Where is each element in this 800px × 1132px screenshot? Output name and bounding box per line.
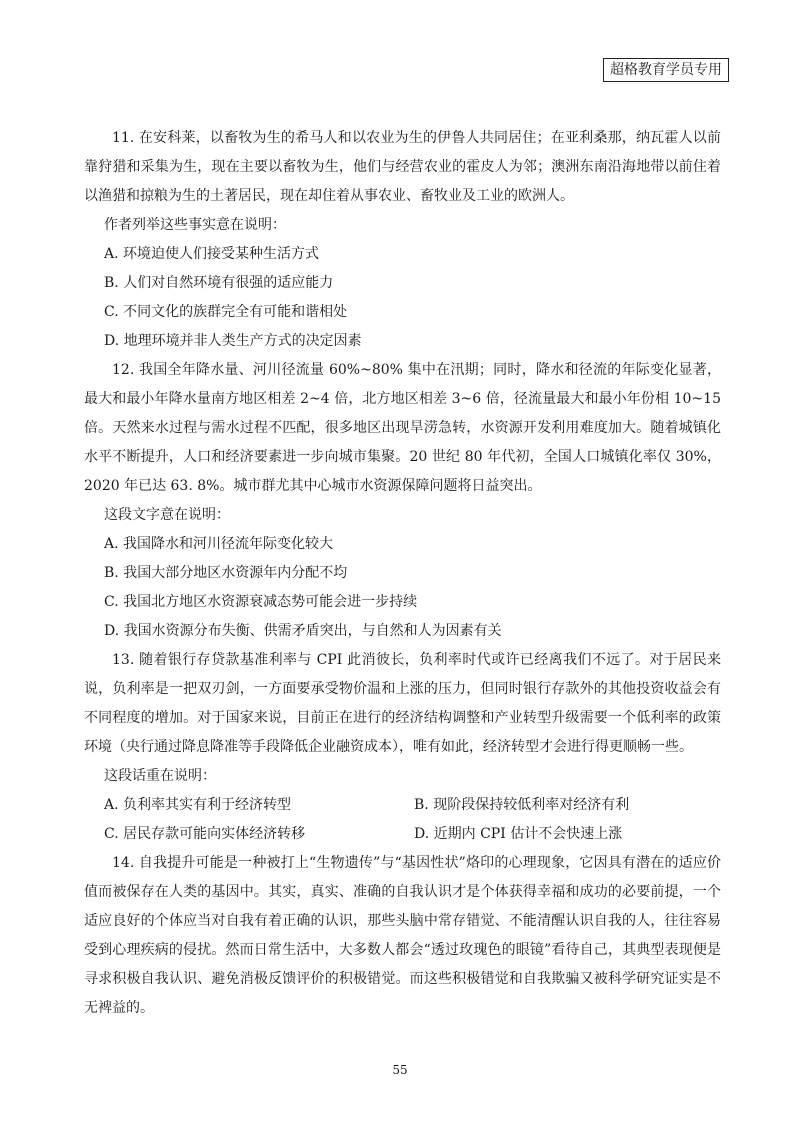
question-13-prompt: 这段话重在说明： — [104, 768, 216, 784]
question-13-stem: 13. 随着银行存贷款基准利率与 CPI 此消彼长，负利率时代或许已经离我们不远了。对于居民来说，负利率是一把双刃剑，一方面要承受物价温和上涨的压力，但同时银行存款外的其他投资收益会有不同程度的增加。对于国家来说，目前正在进行的经济结构调整和产业转型升级需要一个低利率的政策环境（央行通过降息降准等手段降低企业融资成本），唯有如此，经济转型才会进行得更顺畅一些。 — [84, 652, 721, 755]
question-12-option-d: D. 我国水资源分布失衡、供需矛盾突出，与自然和人为因素有关 — [104, 623, 502, 639]
question-13-option-d: D. 近期内 CPI 估计不会快速上涨 — [414, 826, 623, 842]
question-14-stem: 14. 自我提升可能是一种被打上“生物遗传”与“基因性状”烙印的心理现象，它因具有潜在的适应价值而被保存在人类的基因中。其实，真实、准确的自我认识才是个体获得幸福和成功的必要前提，一个适应良好的个体应当对自我有着正确的认识，那些头脑中常存错觉、不能清醒认识自我的人，往往容易受到心理疾病的侵扰。然而日常生活中，大多数人都会“透过玫瑰色的眼镜”看待自己，其典型表现便是寻求积极自我认识、避免消极反馈评价的积极错觉。而这些积极错觉和自我欺骗又被科学研究证实是不无裨益的。 — [84, 855, 721, 1016]
question-content — [84, 124, 721, 1023]
question-11-option-b: B. 人们对自然环境有很强的适应能力 — [104, 275, 334, 291]
question-12-prompt: 这段文字意在说明： — [104, 507, 230, 523]
question-12-option-c: C. 我国北方地区水资源衰减态势可能会进一步持续 — [104, 594, 418, 610]
question-13-options — [84, 791, 721, 849]
question-12-stem: 12. 我国全年降水量、河川径流量 60%~80% 集中在汛期；同时，降水和径流的年际变化显著，最大和最小年降水量南方地区相差 2~4 倍，北方地区相差 3~6 倍，径流量最大和最小年份相 10~15 倍。天然来水过程与需水过程不匹配，很多地区出现旱涝急转，水资源开发利用难度加大。随着城镇化水平不断提升，人口和经济要素进一步向城市集聚。20 世纪 80 年代初，全国人口城镇化率仅 30%，2020 年已达 63. 8%。城市群尤其中心城市水资源保障问题将日益突出。 — [84, 362, 721, 494]
header-badge: 超格教育学员专用 — [603, 58, 729, 82]
question-11-prompt: 作者列举这些事实意在说明： — [104, 217, 286, 233]
question-11-option-d: D. 地理环境并非人类生产方式的决定因素 — [104, 333, 362, 349]
question-13-option-a: A. 负利率其实有利于经济转型 — [104, 797, 292, 813]
question-13-option-c: C. 居民存款可能向实体经济转移 — [104, 826, 306, 842]
question-13-option-b: B. 现阶段保持较低利率对经济有利 — [414, 797, 630, 813]
question-11-stem: 11. 在安科莱，以畜牧为生的希马人和以农业为生的伊鲁人共同居住；在亚利桑那，纳瓦霍人以前靠狩猎和采集为生，现在主要以畜牧为生，他们与经营农业的霍皮人为邻；澳洲东南沿海地带以前住着以渔猎和掠粮为生的土著居民，现在却住着从事农业、畜牧业及工业的欧洲人。 — [84, 130, 721, 204]
question-11-option-c: C. 不同文化的族群完全有可能和谐相处 — [104, 304, 348, 320]
question-12-option-a: A. 我国降水和河川径流年际变化较大 — [104, 536, 334, 552]
question-11-option-a: A. 环境迫使人们接受某种生活方式 — [104, 246, 320, 262]
question-12-option-b: B. 我国大部分地区水资源年内分配不均 — [104, 565, 348, 581]
page-number: 55 — [392, 1063, 408, 1077]
